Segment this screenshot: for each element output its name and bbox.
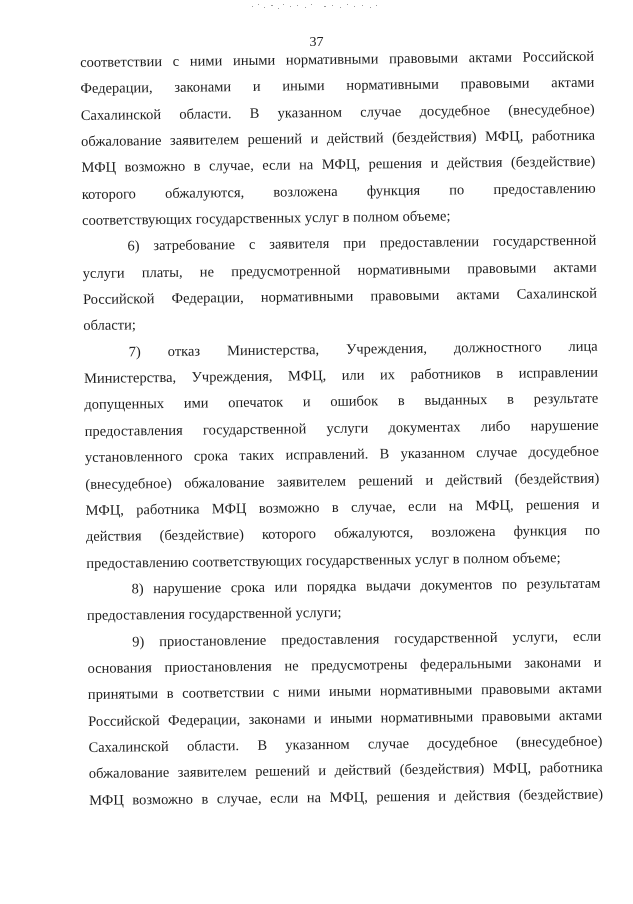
word: обжалование: [88, 765, 170, 783]
word: нарушение: [530, 417, 599, 435]
word: соответствии: [182, 685, 265, 703]
word: услуги: [326, 420, 369, 437]
word: и: [438, 788, 447, 805]
word: заявителем: [169, 132, 240, 149]
word: законами: [174, 79, 232, 97]
word: иными: [232, 52, 276, 70]
word: ошибок: [330, 393, 379, 411]
word: нарушение: [153, 580, 222, 598]
word: МФЦ,: [492, 760, 532, 778]
word: установленного: [84, 448, 183, 467]
word: порядка: [306, 578, 357, 596]
word: МФЦ: [89, 792, 124, 809]
word: обжалуются,: [333, 525, 414, 543]
word: выданных: [424, 392, 488, 410]
word: ними: [189, 53, 223, 70]
word: которого: [261, 526, 317, 544]
word: лица: [568, 338, 598, 355]
word: заявителя: [269, 236, 330, 254]
word: нормативными: [346, 76, 439, 95]
word: действий: [326, 130, 384, 148]
word: В: [249, 105, 260, 122]
word: правовыми: [480, 681, 551, 699]
word: Министерства,: [83, 369, 177, 388]
word: досудебное: [419, 102, 491, 120]
word: случае,: [350, 499, 396, 516]
word: актами: [468, 49, 513, 67]
word: актами: [558, 707, 603, 724]
word: в: [201, 791, 209, 808]
word: правовыми: [481, 707, 551, 725]
word: Сахалинской: [80, 106, 162, 124]
word: основания: [87, 660, 152, 677]
word: МФЦ: [211, 500, 247, 518]
word: решения: [376, 788, 430, 806]
word: и: [593, 654, 602, 671]
word: должностного: [453, 339, 542, 357]
word: обжалование: [184, 474, 265, 492]
word: случае,: [209, 158, 254, 175]
word: которого: [81, 186, 136, 203]
word: принятыми: [87, 686, 159, 704]
word: Сахалинской: [516, 285, 598, 303]
word: МФЦ,: [475, 497, 514, 515]
word: 6): [127, 238, 140, 255]
word: досудебное: [427, 734, 498, 752]
word: (внесудебное): [515, 733, 603, 751]
word: законами: [524, 654, 582, 672]
word: решений: [255, 763, 310, 781]
word: и: [430, 156, 439, 173]
word: 7): [128, 344, 141, 361]
word: ними: [287, 684, 321, 701]
text-line: предоставлению соответствующих государственных услуг в полном объеме;: [86, 549, 561, 572]
word: случае,: [216, 790, 262, 808]
word: либо: [480, 418, 511, 435]
word: таких: [239, 447, 275, 465]
word: по: [449, 182, 465, 199]
word: иными: [282, 78, 325, 95]
word: предусмотрены: [311, 656, 408, 675]
word: предоставления: [281, 630, 380, 649]
word: решения: [525, 496, 580, 514]
word: Сахалинской: [88, 738, 169, 756]
word: области.: [179, 105, 232, 123]
word: указанном: [400, 445, 465, 463]
word: федеральными: [419, 655, 512, 673]
word: Федерации,: [167, 711, 241, 729]
word: в: [331, 499, 339, 516]
word: правовыми: [389, 50, 459, 68]
word: нормативными: [285, 51, 379, 69]
word: обжалование: [81, 133, 162, 151]
word: (бездействия): [391, 129, 477, 147]
word: возложена: [273, 183, 338, 201]
word: в: [506, 392, 515, 409]
word: и: [318, 763, 327, 780]
word: (бездействия): [514, 470, 600, 488]
word: правовыми: [467, 260, 537, 278]
word: с: [172, 53, 180, 70]
word: работника: [539, 759, 603, 777]
word: возможно: [132, 791, 194, 809]
word: действия: [446, 155, 503, 172]
word: актами: [553, 259, 597, 276]
word: решения: [368, 156, 423, 173]
word: при: [343, 235, 367, 253]
word: приостановление: [159, 632, 267, 650]
word: результате: [533, 391, 599, 408]
word: обжалуются,: [164, 184, 245, 202]
word: государственной: [492, 233, 597, 251]
word: и: [252, 79, 261, 96]
word: услуги,: [512, 628, 559, 646]
word: законами: [248, 710, 306, 728]
word: не: [199, 264, 215, 281]
word: иными: [329, 710, 373, 727]
word: МФЦ,: [287, 368, 327, 385]
word: и: [425, 472, 434, 489]
word: случае: [476, 444, 518, 462]
word: указанном: [277, 104, 343, 122]
word: указанном: [285, 736, 350, 754]
word: актами: [551, 75, 595, 92]
word: если: [262, 157, 291, 175]
word: предусмотренной: [231, 262, 341, 280]
word: МФЦ,: [85, 502, 124, 519]
word: (бездействие): [510, 154, 596, 172]
word: нормативными: [379, 682, 473, 700]
word: на: [298, 157, 314, 174]
word: 8): [131, 581, 144, 598]
word: 9): [132, 633, 145, 650]
word: правовыми: [460, 75, 530, 93]
word: и: [302, 394, 311, 411]
word: результатам: [526, 575, 601, 593]
word: актами: [456, 286, 500, 304]
word: работника: [531, 127, 596, 145]
word: МФЦ,: [484, 128, 524, 146]
word: и: [591, 496, 600, 513]
word: МФЦ: [81, 159, 117, 177]
word: срока: [230, 579, 266, 597]
page-number: 37: [309, 35, 324, 50]
word: исправлений.: [285, 446, 369, 464]
word: (бездействие): [159, 527, 244, 545]
word: платы,: [141, 264, 183, 282]
word: затребование: [153, 237, 236, 255]
word: предоставления: [84, 422, 183, 440]
word: решений: [358, 472, 414, 490]
word: приостановления: [164, 658, 272, 676]
word: и: [310, 131, 319, 148]
word: досудебное: [528, 443, 599, 461]
word: или: [341, 367, 365, 384]
word: Российской: [88, 712, 160, 730]
word: (внесудебное): [508, 101, 595, 119]
word: с: [248, 237, 256, 254]
word: или: [274, 579, 298, 596]
word: области.: [186, 738, 240, 755]
word: нормативными: [380, 708, 474, 726]
word: государственной: [394, 629, 498, 647]
word: предоставлении: [379, 234, 480, 252]
word: МФЦ,: [329, 789, 368, 806]
word: актами: [558, 680, 602, 698]
word: Федерации,: [171, 290, 244, 307]
word: выдачи: [365, 577, 411, 595]
word: В: [257, 737, 268, 754]
word: на: [448, 498, 464, 515]
word: и: [313, 710, 322, 727]
word: услуги: [82, 265, 125, 282]
text-line: [89, 781, 603, 814]
word: функция: [513, 523, 567, 540]
document-body: [80, 44, 603, 814]
word: МФЦ,: [321, 156, 361, 174]
word: случае: [360, 103, 402, 121]
word: срока: [193, 448, 229, 465]
word: соответствии: [80, 53, 163, 71]
word: документах: [388, 419, 461, 437]
text-line: предоставления государственной услуги;: [86, 605, 342, 625]
word: правовыми: [370, 287, 440, 305]
word: по: [584, 522, 600, 540]
word: если: [408, 498, 437, 515]
word: опечаток: [228, 395, 284, 412]
word: Учреждения,: [345, 340, 428, 358]
text-line: области;: [83, 317, 136, 335]
word: Федерации,: [80, 80, 153, 98]
word: по: [501, 576, 518, 593]
word: возможно: [258, 499, 320, 517]
word: действия: [85, 528, 142, 546]
word: заявителем: [177, 764, 247, 782]
word: функция: [366, 182, 421, 200]
word: государственной: [202, 421, 307, 439]
word: в: [496, 365, 504, 383]
word: Российской: [522, 48, 595, 66]
word: (бездействие): [518, 786, 604, 804]
word: действий: [334, 762, 392, 780]
word: действий: [445, 471, 503, 489]
word: работников: [410, 366, 481, 384]
word: возможно: [124, 159, 186, 176]
word: документов: [420, 576, 493, 594]
word: Российской: [82, 291, 155, 309]
word: Учреждения,: [191, 368, 273, 386]
scan-noise: [250, 2, 380, 12]
word: допущенных: [84, 396, 165, 414]
word: отказ: [167, 343, 201, 360]
word: В: [379, 446, 390, 463]
word: случае: [367, 735, 410, 753]
word: в: [193, 158, 201, 175]
word: возложена: [431, 524, 496, 541]
word: ими: [183, 395, 209, 413]
word: исправлении: [518, 364, 599, 382]
word: действия: [454, 787, 511, 805]
word: работника: [136, 501, 200, 519]
word: в: [397, 393, 405, 410]
word: (бездействия): [399, 761, 485, 779]
word: (внесудебное): [85, 475, 172, 493]
word: если: [269, 790, 299, 807]
word: предоставлению: [493, 180, 596, 198]
word: иными: [328, 683, 372, 701]
word: Министерства,: [226, 341, 320, 360]
word: если: [572, 628, 602, 645]
word: нормативными: [260, 288, 354, 306]
word: с: [272, 684, 280, 701]
word: на: [306, 789, 322, 806]
word: решений: [247, 131, 303, 148]
word: в: [166, 686, 174, 703]
word: заявителем: [276, 473, 347, 491]
word: не: [284, 658, 299, 675]
word: нормативными: [357, 261, 451, 279]
text-line: соответствующих государственных услуг в полном объеме;: [81, 208, 451, 230]
word: их: [379, 367, 396, 384]
